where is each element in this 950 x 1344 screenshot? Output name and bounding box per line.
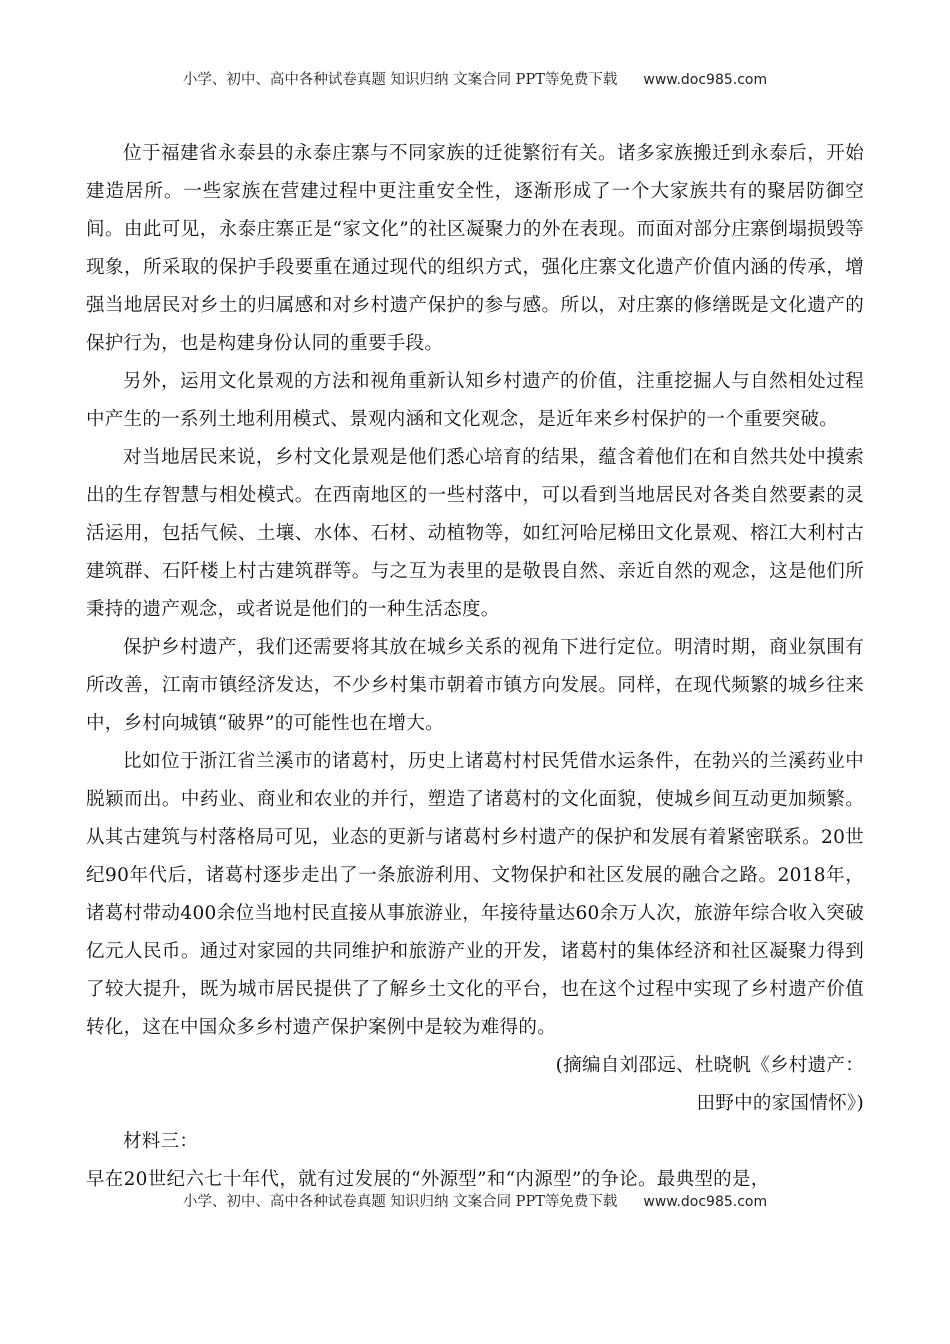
citation-line-1: (摘编自刘邵远、杜晓帆《乡村遗产： <box>555 1055 864 1076</box>
header-text: 小学、初中、高中各种试卷真题 知识归纳 文案合同 PPT等免费下载 <box>182 72 618 88</box>
paragraph-yongtai-zhuangzhai: 位于福建省永泰县的永泰庄寨与不同家族的迁徙繁衍有关。诸多家族搬迁到永泰后，开始建造居所。一些家族在营建过程中更注重安全性，逐渐形成了一个大家族共有的聚居防御空间。由此可见，永泰庄寨正是“家文化”的社区凝聚力的外在表现。而面对部分庄寨倒塌损毁等现象，所采取的保护手段要重在通过现代的组织方式，强化庄寨文化遗产价值内涵的传承，增强当地居民对乡土的归属感和对乡村遗产保护的参与感。所以，对庄寨的修缮既是文化遗产的保护行为，也是构建身份认同的重要手段。 <box>86 143 864 354</box>
paragraph-material-three-start: 早在20世纪六七十年代，就有过发展的“外源型”和“内源型”的争论。最典型的是， <box>86 1169 770 1190</box>
footer-url[interactable]: www.doc985.com <box>643 1194 768 1210</box>
citation-line-2: 田野中的家国情怀》) <box>696 1093 864 1114</box>
page-footer <box>0 1190 950 1211</box>
paragraph-zhuge-village: 比如位于浙江省兰溪市的诸葛村，历史上诸葛村村民凭借水运条件，在勃兴的兰溪药业中脱颖而出。中药业、商业和农业的并行，塑造了诸葛村的文化面貌，使城乡间互动更加频繁。从其古建筑与村落格局可见，业态的更新与诸葛村乡村遗产的保护和发展有着紧密联系。20世纪90年代后，诸葛村逐步走出了一条旅游利用、文物保护和社区发展的融合之路。2018年，诸葛村带动400余位当地村民直接从事旅游业，年接待量达60余万人次，旅游年综合收入突破亿元人民币。通过对家园的共同维护和旅游产业的开发，诸葛村的集体经济和社区凝聚力得到了较大提升，既为城市居民提供了了解乡土文化的平台，也在这个过程中实现了乡村遗产价值转化，这在中国众多乡村遗产保护案例中是较为难得的。 <box>86 751 864 1038</box>
document-body <box>86 135 864 1199</box>
paragraph-cultural-landscape: 另外，运用文化景观的方法和视角重新认知乡村遗产的价值，注重挖掘人与自然相处过程中产生的一系列土地利用模式、景观内涵和文化观念，是近年来乡村保护的一个重要突破。 <box>86 371 864 430</box>
section-label: 材料三： <box>123 1131 199 1152</box>
page-header <box>0 68 950 89</box>
footer-text: 小学、初中、高中各种试卷真题 知识归纳 文案合同 PPT等免费下载 <box>182 1194 618 1210</box>
header-url[interactable]: www.doc985.com <box>643 72 768 88</box>
paragraph-local-residents: 对当地居民来说，乡村文化景观是他们悉心培育的结果，蕴含着他们在和自然共处中摸索出的生存智慧与相处模式。在西南地区的一些村落中，可以看到当地居民对各类自然要素的灵活运用，包括气候、土壤、水体、石材、动植物等，如红河哈尼梯田文化景观、榕江大利村古建筑群、石阡楼上村古建筑群等。与之互为表里的是敬畏自然、亲近自然的观念，这是他们所秉持的遗产观念，或者说是他们的一种生活态度。 <box>86 447 864 620</box>
paragraph-urban-rural: 保护乡村遗产，我们还需要将其放在城乡关系的视角下进行定位。明清时期，商业氛围有所改善，江南市镇经济发达，不少乡村集市朝着市镇方向发展。同样，在现代频繁的城乡往来中，乡村向城镇“破界”的可能性也在增大。 <box>86 637 864 734</box>
